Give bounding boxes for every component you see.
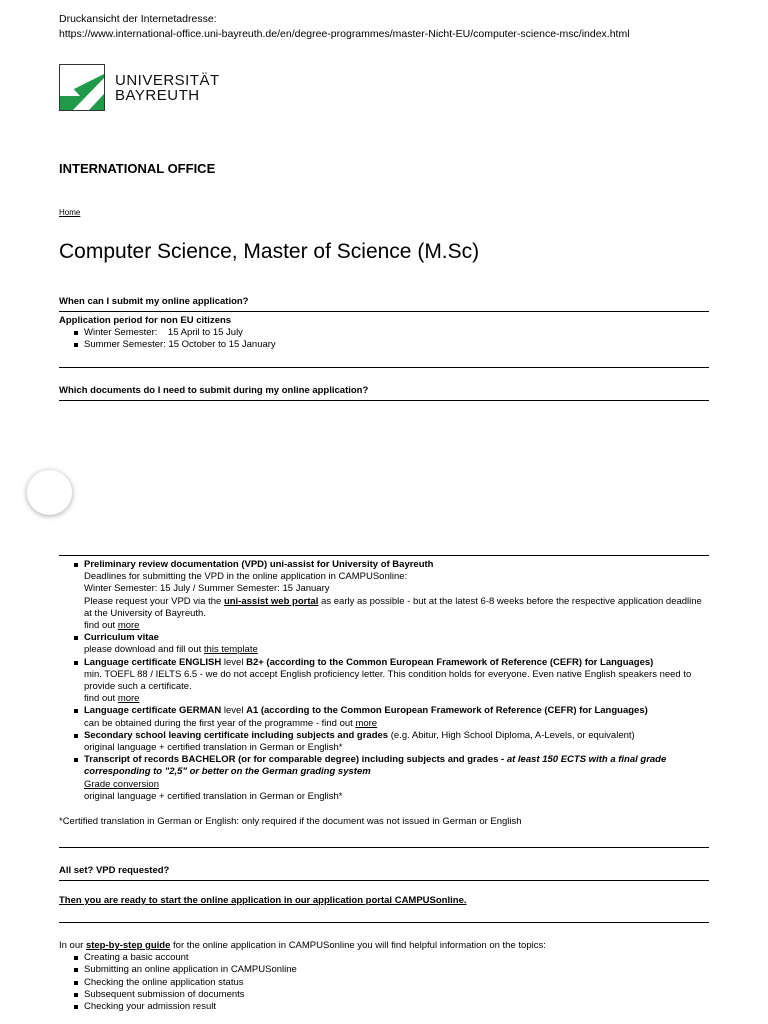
english-title: Language certificate ENGLISH xyxy=(84,656,222,668)
vpd-deadlines: Winter Semester: 15 July / Summer Semester: 15 January xyxy=(84,583,330,595)
divider xyxy=(59,400,709,401)
divider xyxy=(59,922,709,923)
documents-list xyxy=(59,559,709,803)
list-item-vpd xyxy=(84,559,709,632)
list-item-german xyxy=(84,705,709,729)
footnote: *Certified translation in German or English: only required if the document was not issued in German or English xyxy=(59,816,522,827)
breadcrumb-home-link[interactable]: Home xyxy=(59,208,81,217)
list-item: Subsequent submission of documents xyxy=(84,989,709,1001)
section-title: INTERNATIONAL OFFICE xyxy=(59,161,216,176)
guide-intro: In our xyxy=(59,940,86,951)
school-examples: (e.g. Abitur, High School Diploma, A-Levels, or equivalent) xyxy=(388,729,635,741)
logo-mark-icon xyxy=(59,64,105,111)
q1-list xyxy=(59,327,709,351)
uni-assist-link[interactable]: uni-assist web portal xyxy=(223,595,319,607)
bachelor-title: Transcript of records BACHELOR (or for comparable degree) including subjects and grades xyxy=(84,754,499,766)
q3-heading[interactable]: All set? VPD requested? xyxy=(59,865,170,876)
divider xyxy=(59,367,709,368)
guide-topics-list xyxy=(59,952,709,1013)
print-header xyxy=(59,12,630,42)
list-item: Submitting an online application in CAMPUSonline xyxy=(84,964,709,976)
guide-section xyxy=(59,940,709,1013)
cv-text: please download and fill out xyxy=(84,644,204,656)
q1-content xyxy=(59,315,709,352)
list-item: Winter Semester: 15 April to 15 July xyxy=(84,327,709,339)
find-out-text: find out xyxy=(84,693,118,705)
floating-circle-button[interactable] xyxy=(27,470,72,515)
logo-wordmark xyxy=(115,73,220,103)
german-level-text: level xyxy=(221,705,247,717)
q1-heading[interactable]: When can I submit my online application? xyxy=(59,296,249,307)
english-level: B2+ (according to the Common European Framework of Reference (CEFR) for Languages) xyxy=(246,656,654,668)
divider xyxy=(59,311,709,312)
vpd-title: Preliminary review documentation (VPD) uni-assist for University of Bayreuth xyxy=(84,559,434,570)
german-more-link[interactable]: more xyxy=(355,717,378,729)
print-header-url: https://www.international-office.uni-bayreuth.de/en/degree-programmes/master-Nicht-EU/computer-science-msc/index.html xyxy=(59,28,630,40)
school-title: Secondary school leaving certificate including subjects and grades xyxy=(84,729,389,741)
vpd-request-text-2: as early as possible - but at the latest 6-8 weeks before the respective application deadline at the University of Bayreuth. xyxy=(84,595,702,619)
translation-note: original language + certified translation in German or English* xyxy=(84,790,343,802)
guide-intro-2: for the online application in CAMPUSonline you will find helpful information on the topics: xyxy=(170,940,546,951)
campusonline-link[interactable]: Then you are ready to start the online application in our application portal CAMPUSonline. xyxy=(59,895,467,906)
page-title: Computer Science, Master of Science (M.Sc) xyxy=(59,240,480,263)
divider xyxy=(59,847,709,848)
vpd-request-text: Please request your VPD via the xyxy=(84,595,224,607)
translation-note: original language + certified translation in German or English* xyxy=(84,742,343,754)
list-item-bachelor xyxy=(84,754,709,803)
list-item: Checking the online application status xyxy=(84,977,709,989)
english-requirements: min. TOEFL 88 / IELTS 6.5 - we do not accept English proficiency letter. This condition holds for everyone. Even native English speakers need to provide such a certificate. xyxy=(84,668,692,693)
list-item: Checking your admission result xyxy=(84,1001,709,1013)
grade-conversion-link[interactable]: Grade conversion xyxy=(84,778,159,790)
list-item: Creating a basic account xyxy=(84,952,709,964)
q2-heading[interactable]: Which documents do I need to submit during my online application? xyxy=(59,385,369,396)
german-title: Language certificate GERMAN xyxy=(84,705,222,717)
university-logo[interactable] xyxy=(59,64,220,111)
bachelor-requirement: - at least 150 ECTS with a final grade corresponding to "2,5" or better on the German grading system xyxy=(84,754,667,778)
list-item-english xyxy=(84,657,709,706)
german-requirements: can be obtained during the first year of the programme - find out xyxy=(84,717,356,729)
english-more-link[interactable]: more xyxy=(117,693,140,705)
vpd-deadline-intro: Deadlines for submitting the VPD in the online application in CAMPUSonline: xyxy=(84,571,408,583)
print-header-label: Druckansicht der Internetadresse: xyxy=(59,13,217,25)
list-item: Summer Semester: 15 October to 15 January xyxy=(84,339,709,351)
q1-subheading: Application period for non EU citizens xyxy=(59,315,232,326)
logo-line-1: UNIVERSITÄT xyxy=(115,71,220,89)
step-by-step-guide-link[interactable]: step-by-step guide xyxy=(85,940,171,951)
find-out-text: find out xyxy=(84,620,118,632)
vpd-more-link[interactable]: more xyxy=(117,620,140,632)
divider xyxy=(59,880,709,881)
divider xyxy=(59,555,709,556)
cv-template-link[interactable]: this template xyxy=(203,644,258,656)
logo-line-2: BAYREUTH xyxy=(115,86,200,104)
english-level-text: level xyxy=(221,656,247,668)
german-level: A1 (according to the Common European Framework of Reference (CEFR) for Languages) xyxy=(246,705,648,717)
cv-title: Curriculum vitae xyxy=(84,632,159,644)
list-item-cv xyxy=(84,632,709,656)
list-item-school xyxy=(84,730,709,754)
